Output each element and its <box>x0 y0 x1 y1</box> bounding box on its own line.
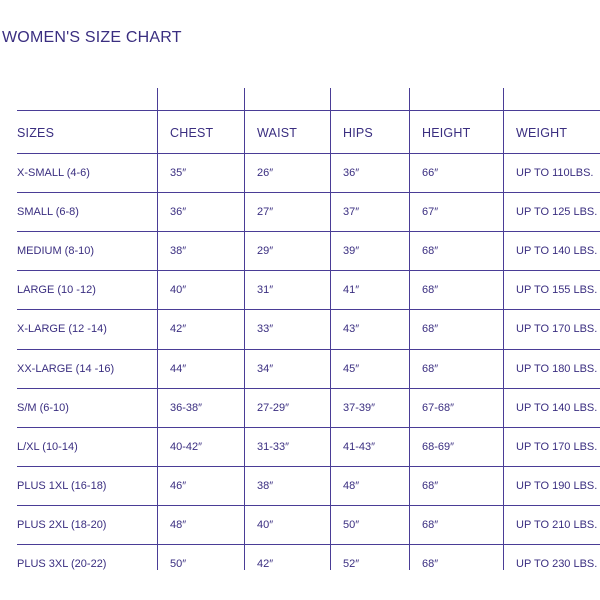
size-label: X-SMALL (4-6) <box>17 167 90 179</box>
table-cell-chest: 44″ <box>170 363 187 375</box>
size-chart-table <box>17 88 600 570</box>
table-cell-hips: 41-43″ <box>343 441 376 453</box>
table-cell-weight: UP TO 230 LBS. <box>516 558 598 570</box>
table-cell-waist: 27-29″ <box>257 402 290 414</box>
column-header-hips: HIPS <box>343 126 373 140</box>
table-cell-height: 68″ <box>422 323 439 335</box>
row-rule <box>17 192 600 193</box>
column-divider <box>330 88 331 570</box>
table-cell-hips: 48″ <box>343 480 360 492</box>
table-cell-height: 67-68″ <box>422 402 455 414</box>
column-header-sizes: SIZES <box>17 126 55 140</box>
column-divider <box>503 88 504 570</box>
table-cell-chest: 48″ <box>170 519 187 531</box>
table-cell-height: 66″ <box>422 167 439 179</box>
table-cell-weight: UP TO 110LBS. <box>516 167 594 179</box>
row-rule <box>17 270 600 271</box>
header-rule <box>17 153 600 154</box>
row-rule <box>17 388 600 389</box>
table-cell-hips: 45″ <box>343 363 360 375</box>
page-title: WOMEN'S SIZE CHART <box>2 29 182 46</box>
table-top-rule <box>17 110 600 111</box>
table-cell-waist: 26″ <box>257 167 274 179</box>
table-cell-height: 68″ <box>422 480 439 492</box>
table-cell-height: 68″ <box>422 363 439 375</box>
size-label: PLUS 1XL (16-18) <box>17 480 107 492</box>
table-cell-waist: 29″ <box>257 245 274 257</box>
table-cell-chest: 40″ <box>170 284 187 296</box>
table-cell-chest: 38″ <box>170 245 187 257</box>
table-cell-weight: UP TO 170 LBS. <box>516 441 598 453</box>
size-label: S/M (6-10) <box>17 402 69 414</box>
table-cell-weight: UP TO 170 LBS. <box>516 323 598 335</box>
table-cell-hips: 39″ <box>343 245 360 257</box>
size-label: PLUS 3XL (20-22) <box>17 558 107 570</box>
table-cell-weight: UP TO 140 LBS. <box>516 402 598 414</box>
table-cell-chest: 36″ <box>170 206 187 218</box>
table-cell-waist: 34″ <box>257 363 274 375</box>
table-cell-hips: 50″ <box>343 519 360 531</box>
column-divider <box>409 88 410 570</box>
table-cell-height: 68-69″ <box>422 441 455 453</box>
table-cell-waist: 31″ <box>257 284 274 296</box>
table-cell-weight: UP TO 125 LBS. <box>516 206 598 218</box>
column-header-height: HEIGHT <box>422 126 471 140</box>
row-rule <box>17 309 600 310</box>
size-label: MEDIUM (8-10) <box>17 245 95 257</box>
table-cell-hips: 37″ <box>343 206 360 218</box>
table-cell-hips: 41″ <box>343 284 360 296</box>
table-cell-waist: 31-33″ <box>257 441 290 453</box>
table-cell-hips: 52″ <box>343 558 360 570</box>
table-cell-waist: 38″ <box>257 480 274 492</box>
column-divider <box>244 88 245 570</box>
table-cell-waist: 42″ <box>257 558 274 570</box>
size-label: PLUS 2XL (18-20) <box>17 519 107 531</box>
table-cell-hips: 37-39″ <box>343 402 376 414</box>
table-cell-waist: 40″ <box>257 519 274 531</box>
column-header-chest: CHEST <box>170 126 214 140</box>
table-cell-chest: 50″ <box>170 558 187 570</box>
table-cell-weight: UP TO 210 LBS. <box>516 519 598 531</box>
table-cell-height: 68″ <box>422 519 439 531</box>
size-label: LARGE (10 -12) <box>17 284 96 296</box>
table-cell-hips: 43″ <box>343 323 360 335</box>
table-cell-height: 68″ <box>422 284 439 296</box>
table-cell-weight: UP TO 190 LBS. <box>516 480 598 492</box>
row-rule <box>17 427 600 428</box>
table-cell-chest: 42″ <box>170 323 187 335</box>
size-label: SMALL (6-8) <box>17 206 79 218</box>
row-rule <box>17 349 600 350</box>
table-cell-chest: 46″ <box>170 480 187 492</box>
table-cell-weight: UP TO 140 LBS. <box>516 245 598 257</box>
table-cell-weight: UP TO 155 LBS. <box>516 284 598 296</box>
table-cell-chest: 40-42″ <box>170 441 203 453</box>
row-rule <box>17 505 600 506</box>
table-cell-waist: 27″ <box>257 206 274 218</box>
table-cell-weight: UP TO 180 LBS. <box>516 363 598 375</box>
column-header-weight: WEIGHT <box>516 126 568 140</box>
table-cell-chest: 35″ <box>170 167 187 179</box>
table-cell-waist: 33″ <box>257 323 274 335</box>
table-cell-height: 67″ <box>422 206 439 218</box>
size-label: X-LARGE (12 -14) <box>17 323 107 335</box>
row-rule <box>17 231 600 232</box>
row-rule <box>17 544 600 545</box>
table-cell-hips: 36″ <box>343 167 360 179</box>
column-header-waist: WAIST <box>257 126 298 140</box>
table-cell-height: 68″ <box>422 558 439 570</box>
table-cell-chest: 36-38″ <box>170 402 203 414</box>
column-divider <box>157 88 158 570</box>
row-rule <box>17 466 600 467</box>
size-label: XX-LARGE (14 -16) <box>17 363 115 375</box>
size-label: L/XL (10-14) <box>17 441 78 453</box>
table-cell-height: 68″ <box>422 245 439 257</box>
